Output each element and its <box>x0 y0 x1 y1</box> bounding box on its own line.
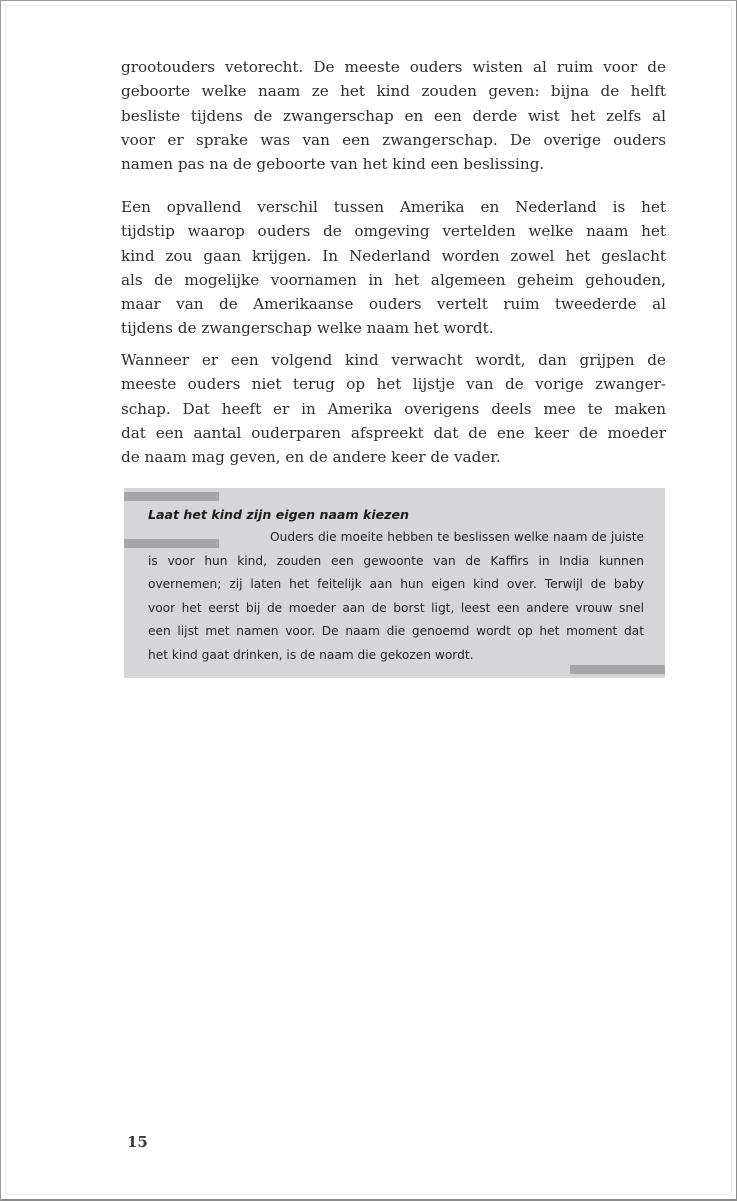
page-number: 15 <box>127 1133 148 1151</box>
paragraph-3 <box>121 348 666 469</box>
paragraph-1 <box>121 55 666 176</box>
sidebar-box <box>124 488 665 678</box>
paragraph-2 <box>121 195 666 341</box>
text-line: tijdstip waarop ouders de omgeving vertelden welke naam het <box>121 222 666 241</box>
text-line: Wanneer er een volgend kind verwacht wordt, dan grijpen de <box>121 351 666 369</box>
text-line: dat een aantal ouderparen afspreekt dat de ene keer de moeder <box>121 423 666 442</box>
text-line: als de mogelijke voornamen in het algemeen geheim gehouden, <box>121 270 666 289</box>
text-line: maar van de Amerikaanse ouders vertelt ruim tweederde al <box>121 295 666 314</box>
text-line: meeste ouders niet terug op het lijstje van de vorige zwanger- <box>121 375 666 394</box>
text-line: kind zou gaan krijgen. In Nederland worden zowel het geslacht <box>121 246 666 265</box>
text-line: Ouders die moeite hebben te beslissen welke naam de juiste <box>270 530 644 544</box>
text-line: geboorte welke naam ze het kind zouden geven: bijna de helft <box>121 82 666 101</box>
sidebar-text <box>148 526 644 667</box>
text-line: tijdens de zwangerschap welke naam het wordt. <box>121 319 494 338</box>
text-line: overnemen; zij laten het feitelijk aan hun eigen kind over. Terwijl de baby <box>148 577 644 591</box>
text-line: besliste tijdens de zwangerschap en een derde wist het zelfs al <box>121 106 666 125</box>
text-line: een lijst met namen voor. De naam die genoemd wordt op het moment dat <box>148 624 644 638</box>
text-line: voor het eerst bij de moeder aan de borst ligt, leest een andere vrouw snel <box>148 600 644 615</box>
text-line: de naam mag geven, en de andere keer de vader. <box>121 448 501 467</box>
text-line: schap. Dat heeft er in Amerika overigens deels mee te maken <box>121 399 666 418</box>
text-line: voor er sprake was van een zwangerschap. De overige ouders <box>121 130 666 149</box>
sidebar-title: Laat het kind zijn eigen naam kiezen <box>148 507 410 522</box>
text-line: Een opvallend verschil tussen Amerika en Nederland is het <box>121 198 666 216</box>
text-line: het kind gaat drinken, is de naam die gekozen wordt. <box>148 647 474 662</box>
decorative-bar-top <box>124 492 219 501</box>
text-line: is voor hun kind, zouden een gewoonte van de Kaffirs in India kunnen <box>148 553 644 568</box>
text-line: grootouders vetorecht. De meeste ouders wisten al ruim voor de <box>121 58 666 76</box>
text-line: namen pas na de geboorte van het kind een beslissing. <box>121 155 545 174</box>
